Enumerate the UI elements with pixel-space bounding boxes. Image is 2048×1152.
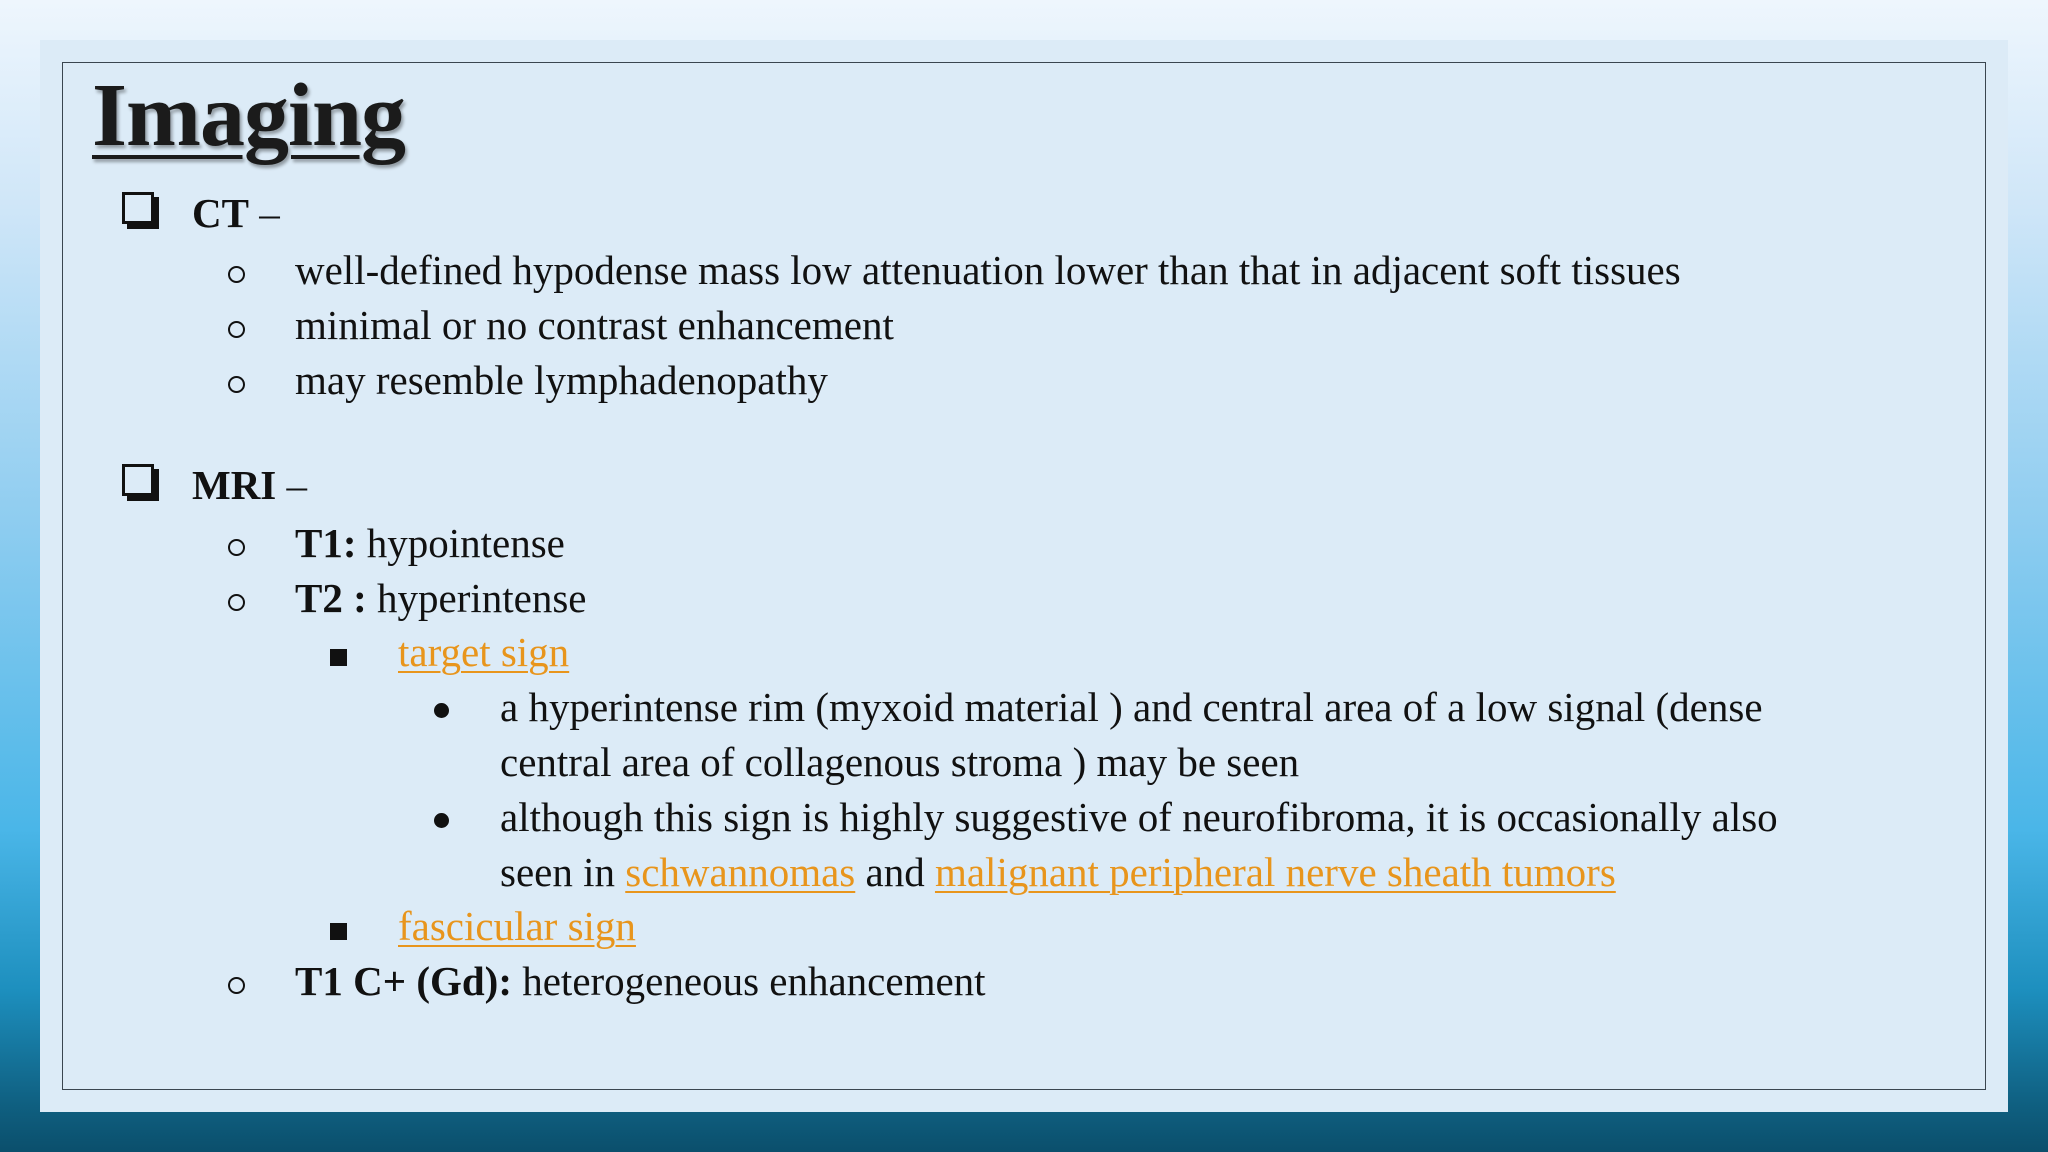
target-sign-link[interactable]: target sign — [398, 629, 570, 675]
ct-label: CT — [192, 190, 249, 236]
fascicular-sign-link[interactable]: fascicular sign — [398, 903, 636, 949]
circle-bullet-icon — [228, 266, 245, 283]
ct-item: minimal or no contrast enhancement — [295, 302, 894, 348]
target-point: although this sign is highly suggestive of neurofibroma, it is occasionally also — [500, 794, 1778, 840]
circle-bullet-icon — [228, 977, 245, 994]
t1-text: hypointense — [356, 520, 565, 566]
dot-bullet-icon — [434, 813, 449, 828]
target-point-continued — [500, 845, 1616, 899]
square-bullet-icon — [330, 649, 347, 666]
slide-title: Imaging — [92, 66, 406, 165]
t2-text: hyperintense — [366, 575, 587, 621]
checkbox-bullet-icon — [122, 192, 154, 224]
ct-heading — [192, 186, 280, 240]
circle-bullet-icon — [228, 321, 245, 338]
mri-heading — [192, 458, 307, 512]
target-point: a hyperintense rim (myxoid material ) and central area of a low signal (dense — [500, 684, 1763, 730]
mri-t1 — [295, 516, 565, 570]
square-bullet-icon — [330, 923, 347, 940]
circle-bullet-icon — [228, 376, 245, 393]
fascicular-sign-item — [398, 899, 636, 953]
mpnst-link[interactable]: malignant peripheral nerve sheath tumors — [934, 849, 1616, 895]
t1c-label: T1 C+ (Gd): — [295, 958, 512, 1004]
ct-item: may resemble lymphadenopathy — [295, 357, 828, 403]
slide — [40, 40, 2008, 1112]
checkbox-bullet-icon — [122, 464, 154, 496]
mri-label: MRI — [192, 462, 277, 508]
dot-bullet-icon — [434, 703, 449, 718]
circle-bullet-icon — [228, 539, 245, 556]
t1-label: T1: — [295, 520, 357, 566]
t1c-text: heterogeneous enhancement — [511, 958, 986, 1004]
t2-label: T2 : — [295, 575, 367, 621]
schwannomas-link[interactable]: schwannomas — [625, 849, 856, 895]
mri-t1c — [295, 954, 986, 1008]
target-point-text: and — [855, 849, 935, 895]
mri-dash: – — [276, 462, 308, 508]
ct-dash: – — [248, 190, 280, 236]
circle-bullet-icon — [228, 594, 245, 611]
target-point-continued: central area of collagenous stroma ) may be seen — [500, 739, 1300, 785]
target-sign-item — [398, 625, 569, 679]
target-point-text: seen in — [500, 849, 626, 895]
mri-t2 — [295, 571, 586, 625]
ct-item: well-defined hypodense mass low attenuation lower than that in adjacent soft tissues — [295, 247, 1681, 293]
